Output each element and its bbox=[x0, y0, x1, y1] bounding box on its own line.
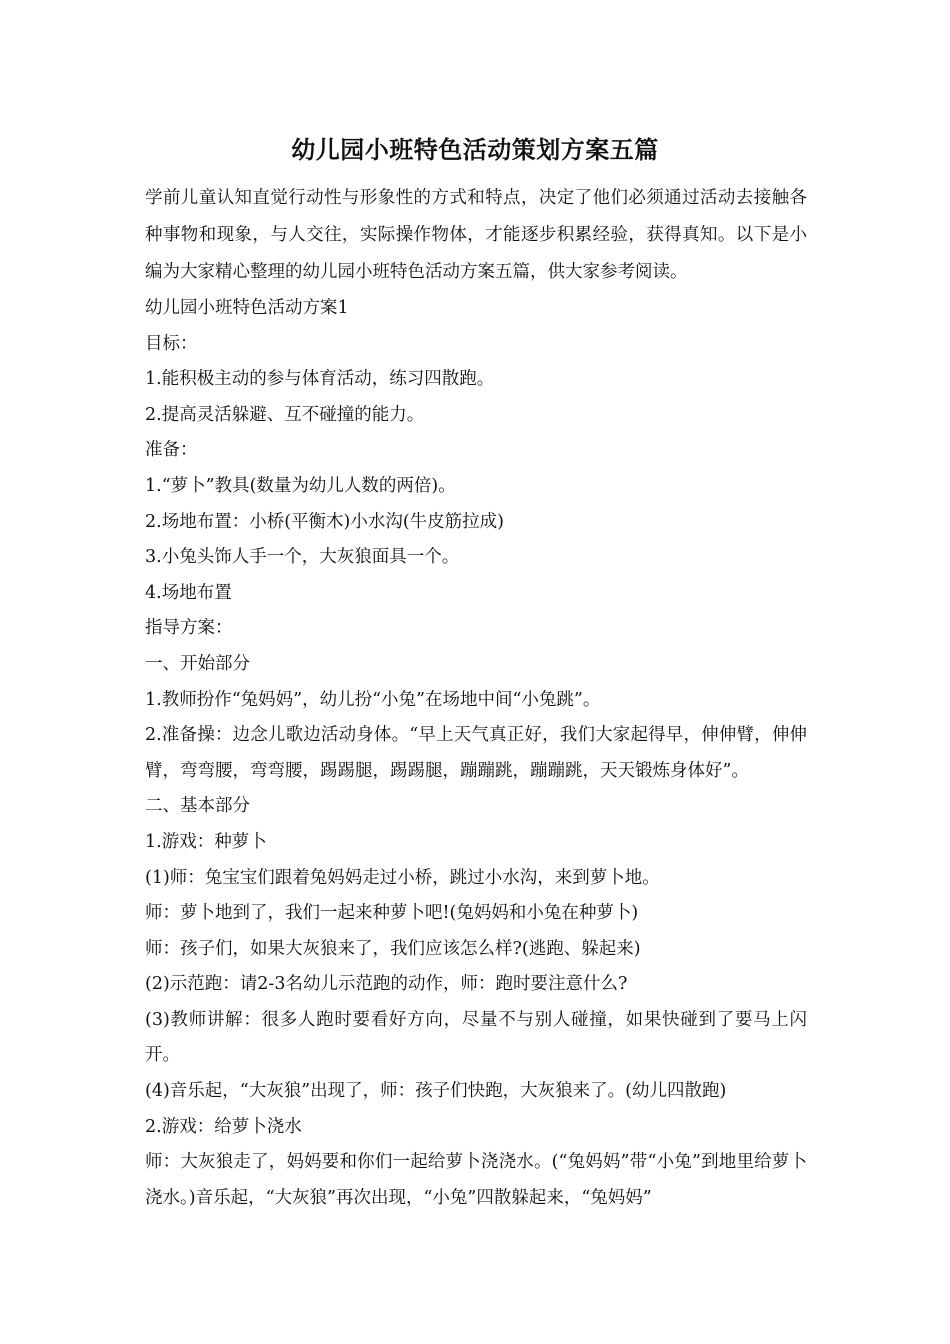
paragraph: 1.“萝卜”教具(数量为幼儿人数的两倍)。 bbox=[145, 475, 456, 496]
paragraph: (2)示范跑：请2-3名幼儿示范跑的动作，师：跑时要注意什么? bbox=[145, 974, 628, 995]
paragraph: (3)教师讲解：很多人跑时要看好方向，尽量不与别人碰撞，如果快碰到了要马上闪开。 bbox=[145, 1009, 807, 1066]
paragraph: 2.提高灵活躲避、互不碰撞的能力。 bbox=[145, 404, 425, 425]
paragraph: 2.场地布置：小桥(平衡木)小水沟(牛皮筋拉成) bbox=[145, 511, 505, 532]
paragraph: 指导方案： bbox=[145, 618, 233, 639]
paragraph: 目标： bbox=[145, 333, 198, 354]
paragraph: (1)师：兔宝宝们跟着兔妈妈走过小桥，跳过小水沟，来到萝卜地。 bbox=[145, 867, 660, 888]
paragraph: 3.小兔头饰人手一个，大灰狼面具一个。 bbox=[145, 547, 460, 568]
paragraph: (4)音乐起，“大灰狼”出现了，师：孩子们快跑，大灰狼来了。(幼儿四散跑) bbox=[145, 1081, 727, 1102]
paragraph: 二、基本部分 bbox=[145, 796, 250, 817]
paragraph: 准备： bbox=[145, 440, 198, 461]
section-heading: 幼儿园小班特色活动方案1 bbox=[145, 298, 349, 318]
intro-paragraph: 学前儿童认知直觉行动性与形象性的方式和特点，决定了他们必须通过活动去接触各种事物和现象，与人交往，实际操作物体，才能逐步积累经验，获得真知。以下是小编为大家精心整理的幼儿园小班特色活动方案五篇，供大家参考阅读。 bbox=[145, 188, 807, 282]
paragraph: 1.教师扮作“兔妈妈”，幼儿扮“小兔”在场地中间“小兔跳”。 bbox=[145, 689, 601, 710]
paragraph: 2.准备操：边念儿歌边活动身体。“早上天气真正好，我们大家起得早，伸伸臂，伸伸臂，弯弯腰，弯弯腰，踢踢腿，踢踢腿，蹦蹦跳，蹦蹦跳，天天锻炼身体好”。 bbox=[145, 725, 807, 781]
paragraph: 师：大灰狼走了，妈妈要和你们一起给萝卜浇浇水。(“兔妈妈”带“小兔”到地里给萝卜浇水。)音乐起，“大灰狼”再次出现，“小兔”四散躲起来，“兔妈妈” bbox=[145, 1152, 807, 1208]
document-body bbox=[145, 180, 807, 1216]
paragraph: 一、开始部分 bbox=[145, 653, 250, 674]
paragraph: 1.能积极主动的参与体育活动，练习四散跑。 bbox=[145, 369, 495, 390]
paragraph: 1.游戏：种萝卜 bbox=[145, 831, 267, 852]
paragraph: 师：萝卜地到了，我们一起来种萝卜吧!(兔妈妈和小兔在种萝卜) bbox=[145, 903, 639, 924]
paragraph: 4.场地布置 bbox=[145, 582, 232, 603]
document-title: 幼儿园小班特色活动策划方案五篇 bbox=[291, 135, 659, 164]
paragraph: 师：孩子们，如果大灰狼来了，我们应该怎么样?(逃跑、躲起来) bbox=[145, 938, 641, 959]
paragraph: 2.游戏：给萝卜浇水 bbox=[145, 1116, 302, 1137]
